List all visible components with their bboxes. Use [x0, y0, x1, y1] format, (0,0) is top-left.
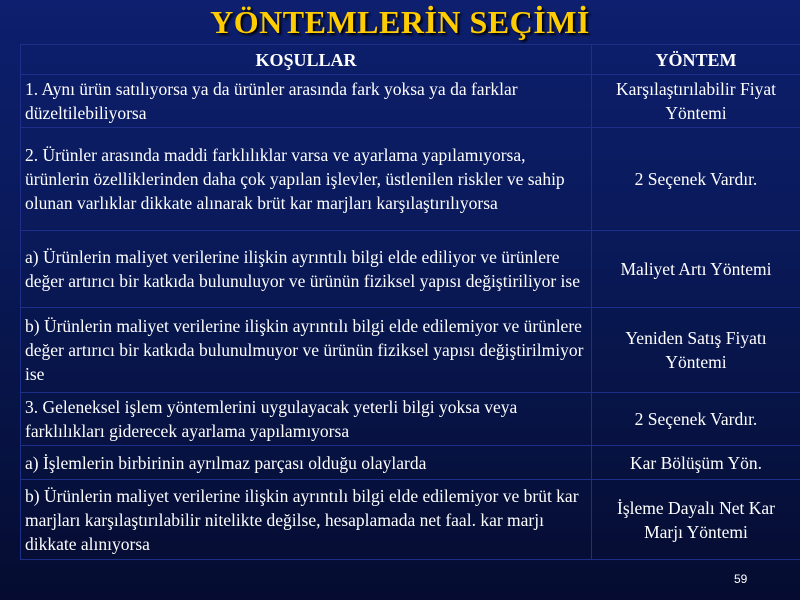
method-cell: İşleme Dayalı Net Kar Marjı Yöntemi: [592, 480, 800, 560]
method-cell: Kar Bölüşüm Yön.: [592, 446, 800, 480]
table-row: [21, 393, 800, 446]
table-row: [21, 128, 800, 231]
method-cell: 2 Seçenek Vardır.: [592, 128, 800, 231]
condition-cell: b) Ürünlerin maliyet verilerine ilişkin ayrıntılı bilgi elde edilemiyor ve brüt kar marjları karşılaştırılabilir nitelikte değilse, hesaplamada net faal. kar marjı dikkate alınıyorsa: [21, 480, 592, 560]
condition-cell: 1. Aynı ürün satılıyorsa ya da ürünler arasında fark yoksa ya da farklar düzeltilebiliyorsa: [21, 75, 592, 128]
method-cell: Yeniden Satış Fiyatı Yöntemi: [592, 308, 800, 393]
table-header-row: [21, 45, 800, 75]
methods-table: [20, 44, 800, 560]
slide-title: YÖNTEMLERİN SEÇİMİ: [210, 4, 590, 40]
condition-cell: 2. Ürünler arasında maddi farklılıklar varsa ve ayarlama yapılamıyorsa, ürünlerin özelliklerinden daha çok yapılan işlevler, üstlenilen riskler ve sahip olunan varlıklar dikkate alınarak brüt kar marjları karşılaştırılıyorsa: [21, 128, 592, 231]
condition-cell: a) İşlemlerin birbirinin ayrılmaz parçası olduğu olaylarda: [21, 446, 592, 480]
header-conditions: KOŞULLAR: [21, 45, 592, 75]
condition-cell: 3. Geleneksel işlem yöntemlerini uygulayacak yeterli bilgi yoksa veya farklılıkları giderecek ayarlama yapılamıyorsa: [21, 393, 592, 446]
table-row: [21, 308, 800, 393]
condition-cell: b) Ürünlerin maliyet verilerine ilişkin ayrıntılı bilgi elde edilemiyor ve ürünlere değer artırıcı bir katkıda bulunulmuyor ve ürünün fiziksel yapısı değiştirilmiyor ise: [21, 308, 592, 393]
method-cell: 2 Seçenek Vardır.: [592, 393, 800, 446]
method-cell: Karşılaştırılabilir Fiyat Yöntemi: [592, 75, 800, 128]
page-number: 59: [734, 572, 748, 586]
table-row: [21, 446, 800, 480]
method-cell: Maliyet Artı Yöntemi: [592, 231, 800, 308]
condition-cell: a) Ürünlerin maliyet verilerine ilişkin ayrıntılı bilgi elde ediliyor ve ürünlere değer artırıcı bir katkıda bulunuluyor ve ürünün fiziksel yapısı değiştiriliyor ise: [21, 231, 592, 308]
table-row: [21, 75, 800, 128]
header-method: YÖNTEM: [592, 45, 800, 75]
table-row: [21, 480, 800, 560]
table-row: [21, 231, 800, 308]
